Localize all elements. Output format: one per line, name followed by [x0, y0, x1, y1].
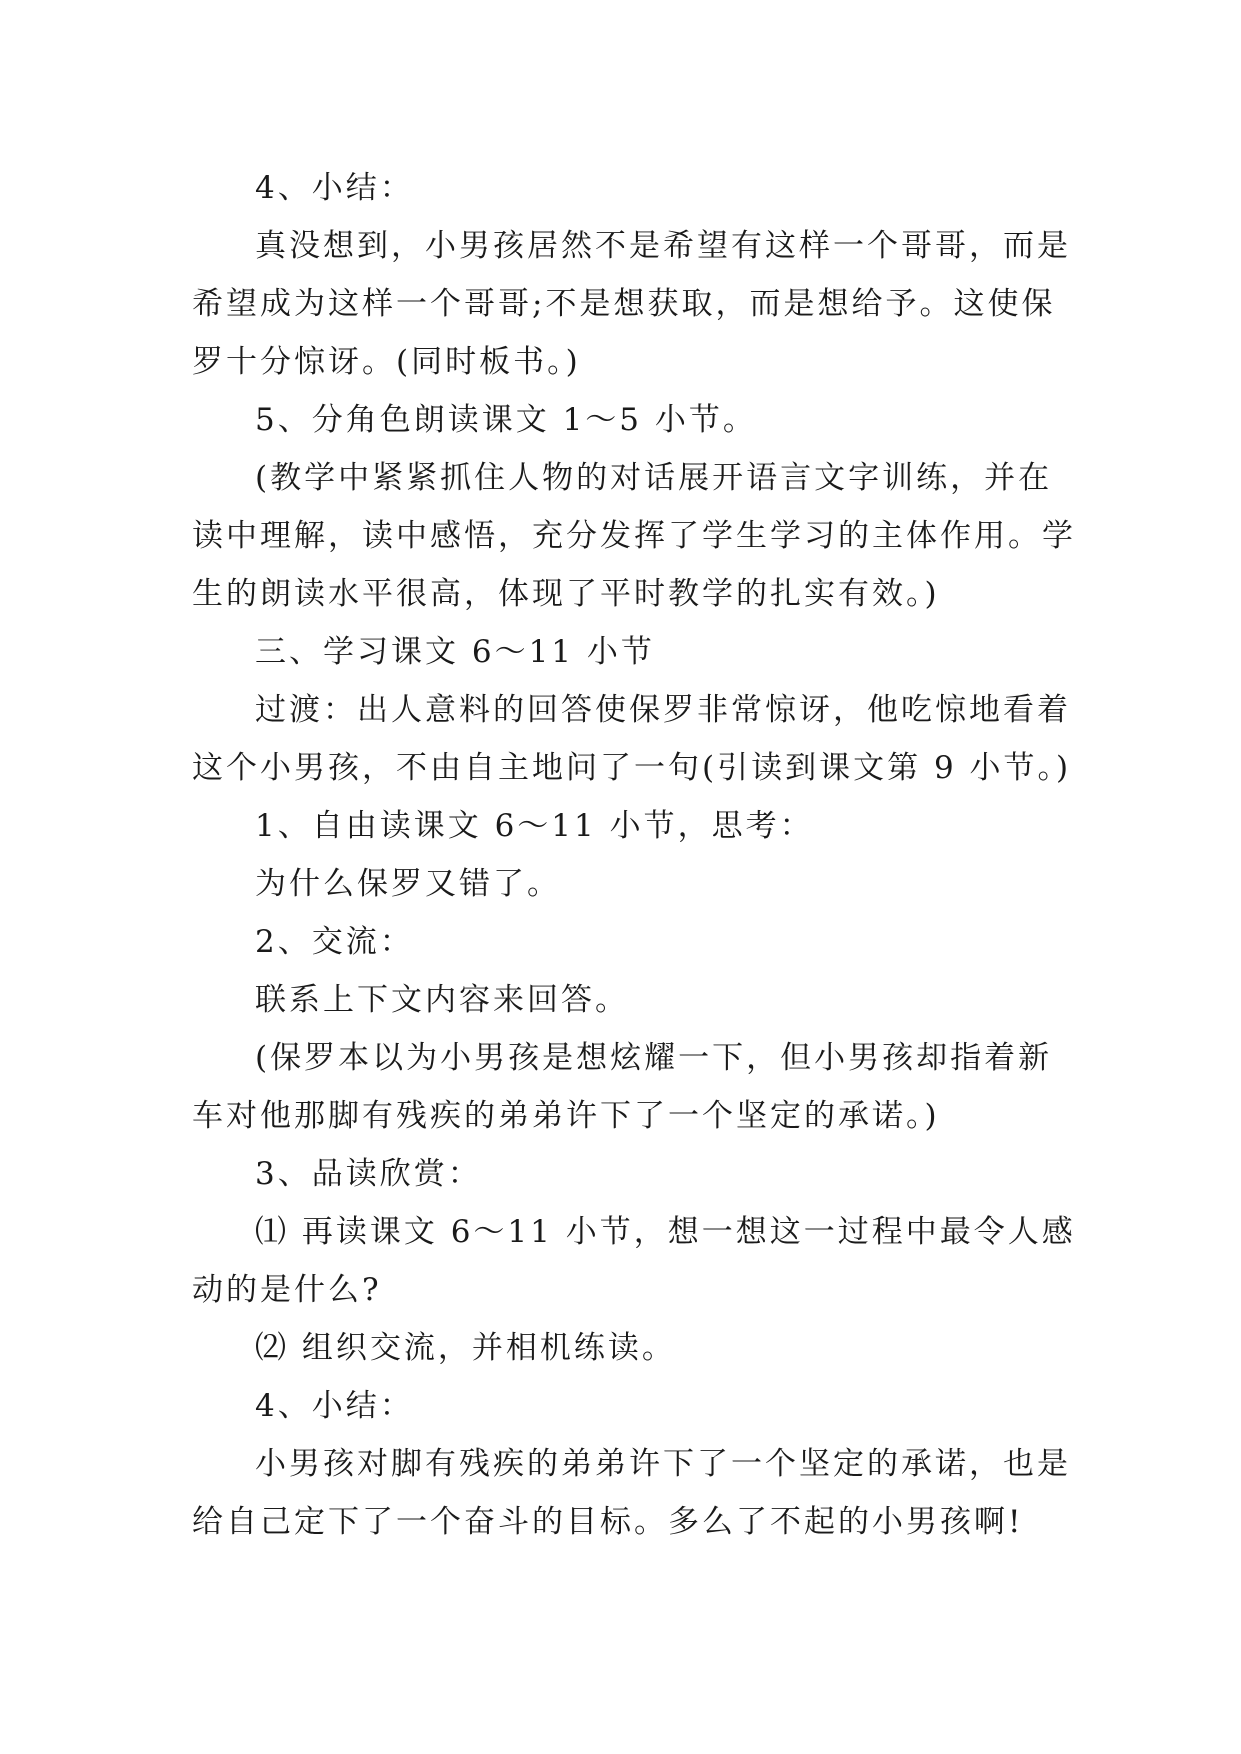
- text-line: 5、分角色朗读课文 1～5 小节。: [255, 402, 757, 438]
- text-line: ⑵ 组织交流，并相机练读。: [255, 1330, 676, 1366]
- text-line: 动的是什么?: [192, 1272, 382, 1308]
- text-line: 希望成为这样一个哥哥;不是想获取，而是想给予。这使保: [192, 286, 1056, 322]
- text-line: 读中理解，读中感悟，充分发挥了学生学习的主体作用。学: [192, 518, 1076, 554]
- text-line: 这个小男孩，不由自主地问了一句(引读到课文第 9 小节。): [192, 750, 1072, 786]
- text-line: 4、小结：: [255, 1388, 414, 1424]
- text-line: ⑴ 再读课文 6～11 小节，想一想这一过程中最令人感: [255, 1214, 1076, 1250]
- text-line: 联系上下文内容来回答。: [255, 982, 629, 1018]
- text-line: 真没想到，小男孩居然不是希望有这样一个哥哥，而是: [255, 228, 1071, 264]
- text-line: 生的朗读水平很高，体现了平时教学的扎实有效。): [192, 576, 940, 612]
- text-line: 1、自由读课文 6～11 小节，思考：: [255, 808, 814, 844]
- text-line: 三、学习课文 6～11 小节: [255, 634, 655, 670]
- text-line: 3、品读欣赏：: [255, 1156, 482, 1192]
- text-line: (教学中紧紧抓住人物的对话展开语言文字训练，并在: [255, 460, 1053, 496]
- text-line: 小男孩对脚有残疾的弟弟许下了一个坚定的承诺，也是: [255, 1446, 1071, 1482]
- text-line: 2、交流：: [255, 924, 414, 960]
- text-line: 车对他那脚有残疾的弟弟许下了一个坚定的承诺。): [192, 1098, 940, 1134]
- text-line: 为什么保罗又错了。: [255, 866, 561, 902]
- text-line: 4、小结：: [255, 170, 414, 206]
- text-line: 过渡：出人意料的回答使保罗非常惊讶，他吃惊地看着: [255, 692, 1071, 728]
- document-body: [192, 159, 1076, 1551]
- text-line: 罗十分惊讶。(同时板书。): [192, 344, 581, 380]
- text-line: (保罗本以为小男孩是想炫耀一下，但小男孩却指着新: [255, 1040, 1053, 1076]
- text-line: 给自己定下了一个奋斗的目标。多么了不起的小男孩啊!: [192, 1504, 1024, 1540]
